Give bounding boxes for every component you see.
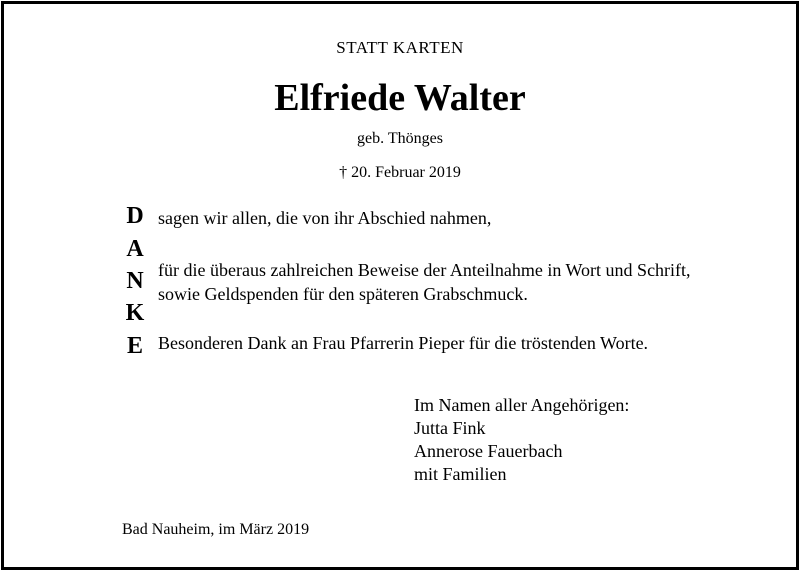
danke-letter-a: A (126, 236, 144, 262)
place-date: Bad Nauheim, im März 2019 (122, 521, 310, 538)
deceased-name: Elfriede Walter (274, 77, 526, 119)
header-statt-karten: STATT KARTEN (336, 38, 464, 57)
danke-letter-d: D (126, 203, 144, 229)
thanks-line-1: sagen wir allen, die von ihr Abschied nahmen, (158, 208, 492, 228)
signature-intro: Im Namen aller Angehörigen: (414, 395, 630, 415)
danke-letter-n: N (126, 268, 144, 294)
maiden-name: geb. Thönges (357, 130, 443, 147)
thanks-line-2: für die überaus zahlreichen Beweise der Anteilnahme in Wort und Schrift, (158, 260, 691, 280)
thanks-line-4: Besonderen Dank an Frau Pfarrerin Pieper für die tröstenden Worte. (158, 333, 649, 353)
signature-name: Annerose Fauerbach (414, 441, 563, 461)
danke-letter-e: E (126, 333, 143, 359)
danke-letter-k: K (125, 300, 145, 326)
death-date: † 20. Februar 2019 (339, 164, 461, 181)
signature-name: Jutta Fink (414, 418, 486, 438)
signature-name: mit Familien (414, 464, 507, 484)
thanks-line-3: sowie Geldspenden für den späteren Grabschmuck. (158, 284, 528, 304)
